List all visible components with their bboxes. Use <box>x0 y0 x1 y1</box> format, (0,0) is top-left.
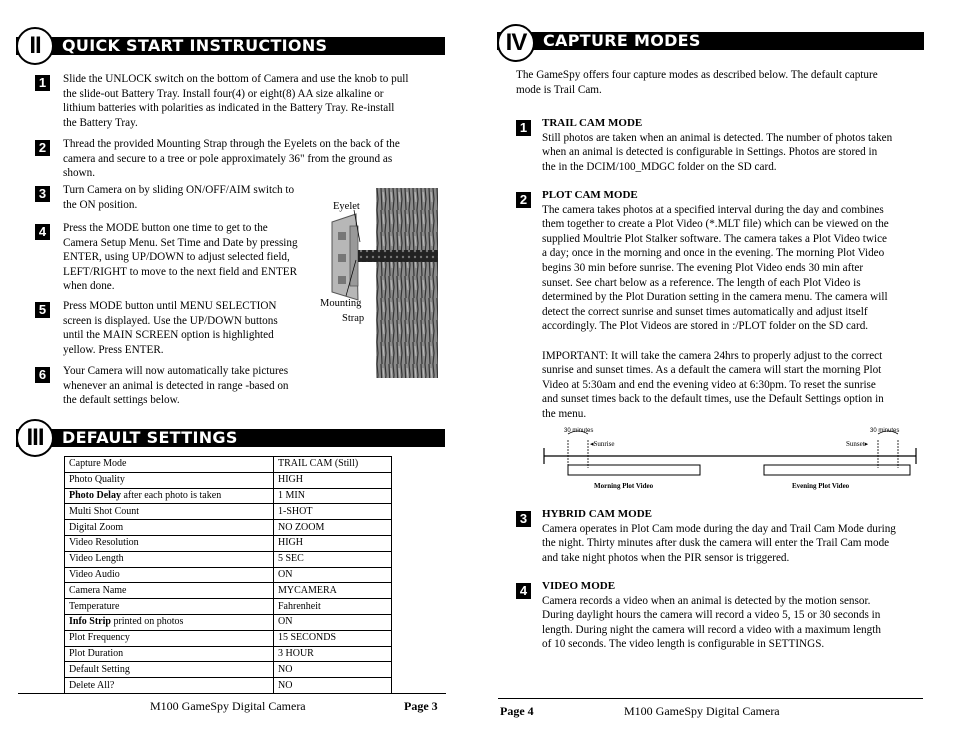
section-iii-title: DEFAULT SETTINGS <box>16 429 445 447</box>
step-text-1 <box>63 72 409 130</box>
setting-name-text: Delete All? <box>69 679 115 691</box>
setting-name <box>65 504 274 520</box>
step-text-3 <box>63 183 294 212</box>
step-line: shown. <box>63 167 96 180</box>
right-30-minutes-label: 30 minutes <box>870 428 900 434</box>
section-iii-numeral: III <box>16 419 54 457</box>
setting-value: ON <box>274 567 392 583</box>
mode-line: detect the correct sunrise and sunset times automatically and adjust itself <box>542 305 868 318</box>
settings-row <box>65 488 392 504</box>
setting-value: TRAIL CAM (Still) <box>274 457 392 473</box>
setting-name-text: Plot Frequency <box>69 632 130 644</box>
important-line: IMPORTANT: It will take the camera 24hrs to properly adjust to the correct <box>542 349 883 362</box>
left-30-minutes-label: 30 minutes <box>564 428 594 434</box>
step-line: Slide the UNLOCK switch on the bottom of Camera and use the knob to pull <box>63 73 409 85</box>
step-number-2: 2 <box>35 140 50 156</box>
mode-line: Camera records a video when an animal is detected by the motion sensor. <box>542 594 871 607</box>
setting-value: HIGH <box>274 535 392 551</box>
left-footer-title: M100 GameSpy Digital Camera <box>150 699 306 713</box>
setting-name-text: Plot Duration <box>69 647 124 659</box>
evening-plot-bar <box>764 465 910 475</box>
step-line: Your Camera will now automatically take pictures <box>63 365 289 377</box>
section-iv-title: CAPTURE MODES <box>497 32 924 50</box>
step-line: LEFT/RIGHT to move to the next field and ENTER <box>63 265 298 278</box>
section-iv-numeral: IV <box>497 24 535 62</box>
step-number-1: 1 <box>35 75 50 91</box>
step-text-5 <box>63 299 278 357</box>
setting-value: 3 HOUR <box>274 646 392 662</box>
mode-line: of 10 seconds. The video length is configurable in SETTINGS. <box>542 638 825 651</box>
morning-plot-bar <box>568 465 700 475</box>
mode-heading: HYBRID CAM MODE <box>542 508 652 520</box>
right-footer-title: M100 GameSpy Digital Camera <box>624 704 780 718</box>
step-line: ENTER, using UP/DOWN to adjust selected field, <box>63 251 290 264</box>
step-line: Thread the provided Mounting Strap through the Eyelets on the back of the <box>63 138 400 150</box>
plot-video-timeline <box>540 426 920 492</box>
setting-name-text: Default Setting <box>69 663 130 675</box>
tree-illustration <box>316 188 442 378</box>
mode-number-4: 4 <box>516 583 531 599</box>
mode-number-2: 2 <box>516 192 531 208</box>
setting-name-bold: Info Strip <box>69 616 111 628</box>
setting-name <box>65 599 274 615</box>
setting-name <box>65 457 274 473</box>
setting-name-text: Capture Mode <box>69 458 127 470</box>
mode-line: Camera operates in Plot Cam mode during the day and Trail Cam Mode during <box>542 522 896 535</box>
setting-value: 1-SHOT <box>274 504 392 520</box>
setting-name-text: Video Audio <box>69 568 120 580</box>
settings-row <box>65 567 392 583</box>
setting-value: MYCAMERA <box>274 583 392 599</box>
setting-value: 5 SEC <box>274 551 392 567</box>
sunrise-label: ◂Sunrise <box>590 440 615 448</box>
section-ii-title: QUICK START INSTRUCTIONS <box>16 37 445 55</box>
section-ii-numeral: II <box>16 27 54 65</box>
setting-name-bold: Photo Delay <box>69 489 121 501</box>
mode-line: and take night photos when the PIR sensor is triggered. <box>542 551 790 564</box>
mode-line: supplied Moultrie Plot Stalker software. The camera takes a Plot Video twice <box>542 232 888 245</box>
step-line: Camera Setup Menu. Set Time and Date by pressing <box>63 236 298 249</box>
settings-row <box>65 457 392 473</box>
setting-name <box>65 614 274 630</box>
tree-trunk <box>376 188 438 378</box>
setting-name-text: Multi Shot Count <box>69 505 140 517</box>
setting-value: 1 MIN <box>274 488 392 504</box>
step-text-2 <box>63 137 400 181</box>
strap-label-line2: Strap <box>342 313 365 324</box>
settings-row <box>65 472 392 488</box>
settings-row <box>65 678 392 694</box>
mode-line: when an animal is detected is configurable in Settings. Photos are stored in <box>542 146 878 159</box>
mode-line: accordingly. The Plot Videos are stored in :/PLOT folder on the SD card. <box>542 320 869 333</box>
sunset-label: Sunset▸ <box>846 440 869 448</box>
setting-value: NO <box>274 678 392 694</box>
mode-line: determined by the Plot Duration setting in the camera menu. The camera will <box>542 291 888 304</box>
step-number-3: 3 <box>35 186 50 202</box>
mode-heading: PLOT CAM MODE <box>542 189 638 201</box>
setting-value: ON <box>274 614 392 630</box>
setting-name <box>65 488 274 504</box>
step-line: until the MAIN SCREEN option is highlighted <box>63 329 274 342</box>
setting-name-text: Temperature <box>69 600 120 612</box>
capture-modes-intro: The GameSpy offers four capture modes as described below. The default capture mode is Trail Cam. <box>516 69 878 96</box>
mode-line: them together to create a Plot Video (*.MLT file) which can be viewed on the <box>542 218 889 231</box>
settings-row <box>65 630 392 646</box>
setting-name <box>65 630 274 646</box>
mode-line: length. During night the camera will record a video with a maximum length <box>542 623 881 636</box>
mode-line: a day; once in the morning and once in the evening. The morning Plot Video <box>542 247 885 260</box>
setting-name-text: Video Resolution <box>69 537 139 549</box>
settings-row <box>65 599 392 615</box>
settings-row <box>65 614 392 630</box>
step-line: camera and secure to a tree or pole approximately 36" from the ground as <box>63 152 393 165</box>
step-text-4 <box>63 221 298 294</box>
setting-name <box>65 646 274 662</box>
setting-name <box>65 472 274 488</box>
settings-row <box>65 662 392 678</box>
setting-value: NO ZOOM <box>274 520 392 536</box>
step-line: whenever an animal is detected in range -based on <box>63 379 289 392</box>
setting-name <box>65 678 274 694</box>
mode-line: the night. Thirty minutes after dusk the camera will enter the Trail Cam mode <box>542 537 890 550</box>
default-settings-table <box>64 456 392 694</box>
eyelet-label: Eyelet <box>333 201 360 212</box>
mode-number-1: 1 <box>516 120 531 136</box>
mounting-strap <box>358 250 438 262</box>
mode-heading: VIDEO MODE <box>542 580 616 592</box>
setting-name-text: Photo Quality <box>69 474 125 486</box>
left-footer-rule <box>18 693 446 694</box>
step-line: Turn Camera on by sliding ON/OFF/AIM switch to <box>63 184 295 196</box>
step-number-4: 4 <box>35 224 50 240</box>
settings-row <box>65 504 392 520</box>
mode-line: Still photos are taken when an animal is detected. The number of photos taken <box>542 131 893 144</box>
setting-name-text: Video Length <box>69 553 124 565</box>
mode-heading: TRAIL CAM MODE <box>542 117 643 129</box>
settings-row <box>65 583 392 599</box>
mode-line: begins 30 min before sunrise. The evening Plot Video ends 30 min after <box>542 261 864 274</box>
setting-name-text: Camera Name <box>69 584 127 596</box>
mode-block-3 <box>542 507 896 565</box>
step-line: when done. <box>63 280 115 293</box>
step-text-6 <box>63 364 289 408</box>
setting-name-text: after each photo is taken <box>120 489 222 501</box>
mode-line: During daylight hours the camera will record a video 5, 15 or 30 seconds in <box>542 609 881 622</box>
strap-label-line1: Mounting <box>320 298 362 309</box>
step-number-5: 5 <box>35 302 50 318</box>
right-footer-page: Page 4 <box>500 704 534 718</box>
mode-number-3: 3 <box>516 511 531 527</box>
step-line: Press MODE button until MENU SELECTION <box>63 300 277 312</box>
settings-row <box>65 646 392 662</box>
setting-value: 15 SECONDS <box>274 630 392 646</box>
important-line: sunrise and sunset times. As a default the camera will start the morning Plot <box>542 364 882 377</box>
setting-name <box>65 662 274 678</box>
important-line: the menu. <box>542 407 587 420</box>
setting-name <box>65 520 274 536</box>
mode-block-4 <box>542 579 881 652</box>
setting-value: HIGH <box>274 472 392 488</box>
step-line: lithium batteries with polarities as indicated in the Battery Tray. Re-install <box>63 102 395 115</box>
important-line: and sunset times back to the default times, use the Default Settings option in <box>542 393 884 406</box>
evening-plot-label: Evening Plot Video <box>792 482 850 490</box>
setting-name <box>65 583 274 599</box>
setting-name-text: printed on photos <box>110 616 184 628</box>
step-line: the slide-out Battery Tray. Install four(4) or eight(8) AA size alkaline or <box>63 87 384 100</box>
setting-name <box>65 551 274 567</box>
settings-row <box>65 535 392 551</box>
settings-row <box>65 520 392 536</box>
right-footer-rule <box>498 698 923 699</box>
setting-name <box>65 535 274 551</box>
step-line: screen is displayed. Use the UP/DOWN buttons <box>63 314 278 327</box>
setting-value: NO <box>274 662 392 678</box>
settings-row <box>65 551 392 567</box>
camera-mount-figure <box>316 188 442 378</box>
mode-block-2 <box>542 188 889 422</box>
setting-name <box>65 567 274 583</box>
mode-line: the in the DCIM/100_MDGC folder on the SD card. <box>542 160 777 173</box>
setting-name-text: Digital Zoom <box>69 521 124 533</box>
step-line: the Battery Tray. <box>63 116 138 129</box>
mode-line: The camera takes photos at a specified interval during the day and combines <box>542 203 884 216</box>
important-line: Video at 5:30am and end the evening video at 6:30pm. To reset the sunrise <box>542 378 876 391</box>
step-line: the ON position. <box>63 198 138 211</box>
left-footer-page: Page 3 <box>404 699 438 713</box>
mode-block-1 <box>542 116 892 174</box>
step-number-6: 6 <box>35 367 50 383</box>
mode-line: sunset. See chart below as a reference. The length of each Plot Video is <box>542 276 861 289</box>
setting-value: Fahrenheit <box>274 599 392 615</box>
step-line: yellow. Press ENTER. <box>63 343 164 356</box>
step-line: the default settings below. <box>63 394 180 407</box>
morning-plot-label: Morning Plot Video <box>594 482 654 490</box>
step-line: Press the MODE button one time to get to the <box>63 222 268 234</box>
